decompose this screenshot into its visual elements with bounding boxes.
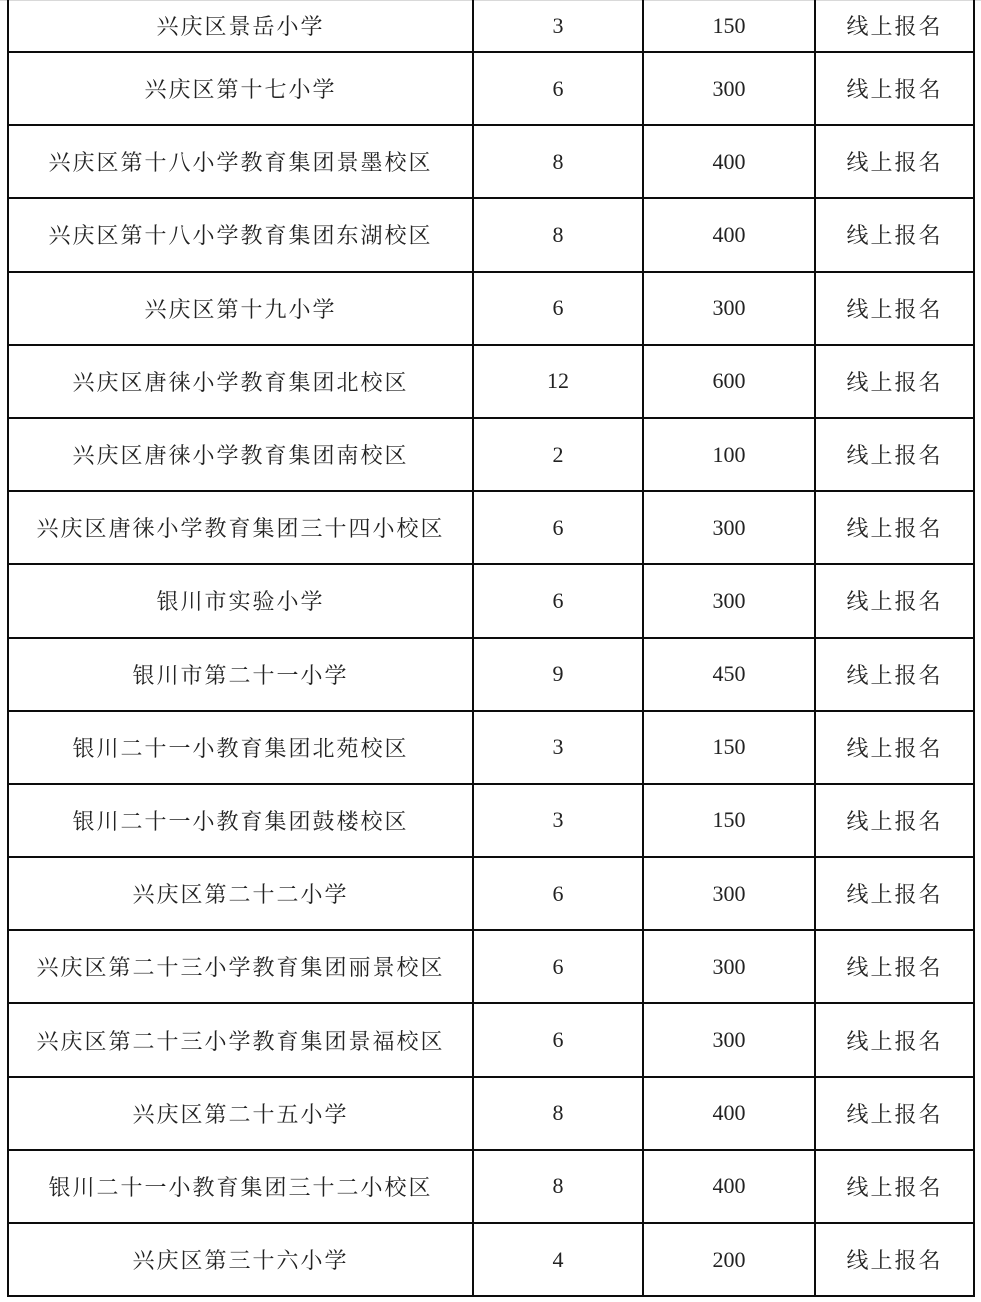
student-count-cell: 300 (643, 1003, 815, 1076)
class-count-cell: 6 (473, 52, 643, 125)
school-name-cell: 兴庆区唐徕小学教育集团北校区 (8, 345, 473, 418)
registration-method-cell: 线上报名 (815, 1077, 974, 1150)
school-name-cell: 银川二十一小教育集团北苑校区 (8, 711, 473, 784)
school-name-cell: 银川二十一小教育集团三十二小校区 (8, 1150, 473, 1223)
registration-method-cell: 线上报名 (815, 0, 974, 52)
table-row (8, 564, 974, 637)
table-row (8, 1077, 974, 1150)
table-row (8, 125, 974, 198)
table-row (8, 345, 974, 418)
registration-method-cell: 线上报名 (815, 930, 974, 1003)
registration-method-cell: 线上报名 (815, 564, 974, 637)
student-count-cell: 100 (643, 418, 815, 491)
class-count-cell: 6 (473, 1003, 643, 1076)
class-count-cell: 6 (473, 930, 643, 1003)
class-count-cell: 3 (473, 784, 643, 857)
registration-method-cell: 线上报名 (815, 52, 974, 125)
student-count-cell: 300 (643, 857, 815, 930)
table-row (8, 418, 974, 491)
class-count-cell: 4 (473, 1223, 643, 1296)
school-name-cell: 兴庆区唐徕小学教育集团三十四小校区 (8, 491, 473, 564)
registration-method-cell: 线上报名 (815, 125, 974, 198)
school-name-cell: 兴庆区第二十二小学 (8, 857, 473, 930)
student-count-cell: 150 (643, 711, 815, 784)
student-count-cell: 400 (643, 198, 815, 271)
table-row (8, 784, 974, 857)
class-count-cell: 6 (473, 272, 643, 345)
class-count-cell: 8 (473, 198, 643, 271)
class-count-cell: 6 (473, 564, 643, 637)
school-name-cell: 银川市实验小学 (8, 564, 473, 637)
table-row (8, 857, 974, 930)
table-body (8, 0, 974, 1296)
table-row (8, 930, 974, 1003)
class-count-cell: 6 (473, 857, 643, 930)
registration-method-cell: 线上报名 (815, 198, 974, 271)
student-count-cell: 200 (643, 1223, 815, 1296)
student-count-cell: 400 (643, 1077, 815, 1150)
student-count-cell: 300 (643, 930, 815, 1003)
student-count-cell: 300 (643, 272, 815, 345)
registration-method-cell: 线上报名 (815, 638, 974, 711)
student-count-cell: 150 (643, 784, 815, 857)
class-count-cell: 3 (473, 711, 643, 784)
school-name-cell: 银川二十一小教育集团鼓楼校区 (8, 784, 473, 857)
registration-method-cell: 线上报名 (815, 1003, 974, 1076)
class-count-cell: 3 (473, 0, 643, 52)
school-name-cell: 兴庆区第二十三小学教育集团景福校区 (8, 1003, 473, 1076)
school-name-cell: 兴庆区景岳小学 (8, 0, 473, 52)
registration-method-cell: 线上报名 (815, 418, 974, 491)
school-name-cell: 兴庆区第十八小学教育集团景墨校区 (8, 125, 473, 198)
student-count-cell: 300 (643, 52, 815, 125)
school-name-cell: 兴庆区唐徕小学教育集团南校区 (8, 418, 473, 491)
registration-method-cell: 线上报名 (815, 857, 974, 930)
table-row (8, 272, 974, 345)
table-row (8, 0, 974, 52)
school-name-cell: 兴庆区第十九小学 (8, 272, 473, 345)
class-count-cell: 8 (473, 1150, 643, 1223)
registration-method-cell: 线上报名 (815, 784, 974, 857)
class-count-cell: 2 (473, 418, 643, 491)
student-count-cell: 300 (643, 564, 815, 637)
table-row (8, 1150, 974, 1223)
table-row (8, 711, 974, 784)
class-count-cell: 12 (473, 345, 643, 418)
student-count-cell: 400 (643, 1150, 815, 1223)
table-row (8, 1223, 974, 1296)
class-count-cell: 9 (473, 638, 643, 711)
student-count-cell: 600 (643, 345, 815, 418)
registration-method-cell: 线上报名 (815, 1223, 974, 1296)
student-count-cell: 150 (643, 0, 815, 52)
student-count-cell: 450 (643, 638, 815, 711)
registration-method-cell: 线上报名 (815, 272, 974, 345)
table-row (8, 52, 974, 125)
school-name-cell: 兴庆区第二十三小学教育集团丽景校区 (8, 930, 473, 1003)
school-name-cell: 兴庆区第十八小学教育集团东湖校区 (8, 198, 473, 271)
table-row (8, 638, 974, 711)
class-count-cell: 6 (473, 491, 643, 564)
class-count-cell: 8 (473, 1077, 643, 1150)
registration-method-cell: 线上报名 (815, 711, 974, 784)
class-count-cell: 8 (473, 125, 643, 198)
student-count-cell: 400 (643, 125, 815, 198)
table-row (8, 491, 974, 564)
school-name-cell: 兴庆区第二十五小学 (8, 1077, 473, 1150)
school-name-cell: 兴庆区第十七小学 (8, 52, 473, 125)
table-row (8, 198, 974, 271)
registration-method-cell: 线上报名 (815, 345, 974, 418)
school-name-cell: 银川市第二十一小学 (8, 638, 473, 711)
registration-method-cell: 线上报名 (815, 1150, 974, 1223)
registration-method-cell: 线上报名 (815, 491, 974, 564)
table-row (8, 1003, 974, 1076)
student-count-cell: 300 (643, 491, 815, 564)
school-name-cell: 兴庆区第三十六小学 (8, 1223, 473, 1296)
enrollment-table (7, 0, 975, 1297)
